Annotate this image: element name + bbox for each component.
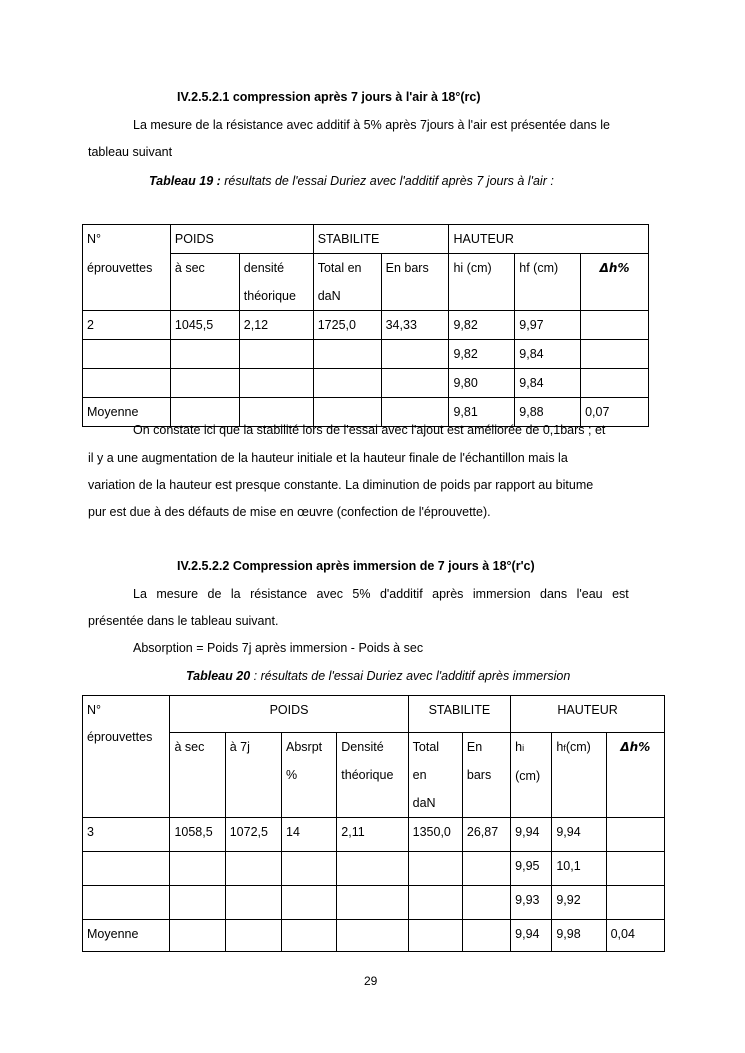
cell (606, 852, 664, 886)
table-row (83, 340, 649, 369)
cell (337, 886, 408, 920)
cell (282, 920, 337, 952)
cell (581, 369, 649, 398)
cell (282, 886, 337, 920)
caption-text: résultats de l'essai Duriez avec l'additif après 7 jours à l'air : (220, 174, 554, 188)
header-hi-unit: (cm) (515, 769, 541, 783)
cell: 9,82 (449, 340, 515, 369)
cell: 9,82 (449, 311, 515, 340)
cell: 9,97 (515, 311, 581, 340)
cell (170, 852, 225, 886)
header-total-line1: Total (412, 740, 440, 754)
header-poids: POIDS (170, 225, 313, 254)
cell: Moyenne (83, 398, 171, 427)
cell: 9,93 (511, 886, 552, 920)
cell (225, 920, 281, 952)
header-a-sec: à sec (170, 254, 239, 311)
header-eprouvettes: éprouvettes (83, 723, 170, 808)
header-hf (552, 733, 606, 818)
table-row (83, 311, 649, 340)
cell: 1350,0 (408, 818, 462, 852)
header-hf-sub: f (563, 743, 566, 753)
cell: 0,07 (581, 398, 649, 427)
cell (170, 886, 225, 920)
cell: 0,04 (606, 920, 664, 952)
cell: 1725,0 (313, 311, 381, 340)
header-hauteur: HAUTEUR (511, 696, 665, 733)
cell (225, 886, 281, 920)
header-stabilite: STABILITE (313, 225, 449, 254)
cell: 1072,5 (225, 818, 281, 852)
table-row (83, 920, 665, 952)
caption-label: Tableau 20 (186, 669, 251, 683)
cell: 14 (282, 818, 337, 852)
cell: 9,98 (552, 920, 606, 952)
header-absorption (282, 733, 337, 818)
header-stabilite: STABILITE (408, 696, 511, 733)
table-row (83, 886, 665, 920)
cell (83, 886, 170, 920)
cell (83, 369, 171, 398)
absorption-formula: Absorption = Poids 7j après immersion - Poids à sec (133, 641, 424, 655)
header-bars-line1: En (466, 740, 483, 754)
table-19 (82, 224, 649, 427)
header-bars (462, 733, 510, 818)
header-hi-h: h (515, 740, 523, 754)
cell: 9,94 (511, 818, 552, 852)
cell (581, 311, 649, 340)
header-densite (239, 254, 313, 311)
intro-1-line1: La mesure de la résistance avec additif à 5% après 7jours à l'air est présentée dans le (133, 118, 610, 132)
cell (239, 340, 313, 369)
cell (83, 852, 170, 886)
intro-1-line2: tableau suivant (88, 145, 173, 159)
cell (83, 340, 171, 369)
header-delta-h: Δh% (581, 254, 649, 311)
cell: 9,94 (511, 920, 552, 952)
table-20-caption (186, 669, 570, 683)
caption-text: : résultats de l'essai Duriez avec l'additif après immersion (250, 669, 571, 683)
cell (606, 818, 664, 852)
cell (170, 340, 239, 369)
cell (239, 369, 313, 398)
header-total-line1: Total en (317, 261, 362, 275)
cell: 9,84 (515, 369, 581, 398)
cell: 2 (83, 311, 171, 340)
cell: 1058,5 (170, 818, 225, 852)
header-densite (337, 733, 408, 818)
header-hi-sub: i (522, 743, 525, 753)
header-total-line2: daN (317, 289, 341, 303)
cell: 9,92 (552, 886, 606, 920)
cell: 1045,5 (170, 311, 239, 340)
cell: 9,95 (511, 852, 552, 886)
cell (581, 340, 649, 369)
header-number: N° (83, 696, 170, 733)
header-densite-line1: densité (243, 261, 285, 275)
cell (408, 886, 462, 920)
intro-2-line2: présentée dans le tableau suivant. (88, 614, 279, 628)
analysis-line1: On constate ici que la stabilité lors de l'essai avec l'ajout est améliorée de 0,1bars ; et (133, 423, 606, 437)
header-total (408, 733, 462, 818)
cell (313, 369, 381, 398)
table-20 (82, 695, 665, 952)
header-densite-line2: théorique (243, 289, 296, 303)
header-a-7j: à 7j (225, 733, 281, 818)
cell (313, 340, 381, 369)
header-hf-h: h (556, 740, 564, 754)
cell: 10,1 (552, 852, 606, 886)
analysis-line4: pur est due à des défauts de mise en œuvre (confection de l'éprouvette). (88, 505, 491, 519)
caption-label: Tableau 19 : (149, 174, 221, 188)
cell: 3 (83, 818, 170, 852)
header-eprouvettes: éprouvettes (83, 254, 171, 311)
cell (337, 920, 408, 952)
section-heading-2: IV.2.5.2.2 Compression après immersion de 7 jours à 18°(r'c) (177, 559, 535, 573)
cell: 26,87 (462, 818, 510, 852)
cell (462, 920, 510, 952)
table-19-caption (149, 174, 554, 188)
cell: 2,12 (239, 311, 313, 340)
cell: 34,33 (381, 311, 449, 340)
cell: 9,88 (515, 398, 581, 427)
header-bars-line2: bars (466, 768, 492, 782)
header-hf: hf (cm) (515, 254, 581, 311)
header-poids: POIDS (170, 696, 408, 733)
header-densite-line2: théorique (341, 768, 394, 782)
header-hi (511, 733, 552, 818)
cell: 9,81 (449, 398, 515, 427)
header-densite-line1: Densité (341, 740, 384, 754)
header-total-line2: en (412, 768, 427, 782)
header-absorption-line2: % (286, 768, 298, 782)
cell (606, 886, 664, 920)
cell: 9,94 (552, 818, 606, 852)
analysis-line2: il y a une augmentation de la hauteur initiale et la hauteur finale de l'échantillon mais la (88, 451, 568, 465)
table-row (83, 369, 649, 398)
cell (408, 920, 462, 952)
cell (170, 369, 239, 398)
cell: 2,11 (337, 818, 408, 852)
cell (282, 852, 337, 886)
cell (337, 852, 408, 886)
header-total (313, 254, 381, 311)
cell: Moyenne (83, 920, 170, 952)
header-hf-unit: (cm) (565, 740, 591, 754)
cell (225, 852, 281, 886)
cell: 9,84 (515, 340, 581, 369)
cell (381, 369, 449, 398)
header-delta-h: Δh% (606, 733, 664, 818)
header-total-line3: daN (412, 796, 436, 810)
table-row (83, 852, 665, 886)
cell (170, 920, 225, 952)
header-bars: En bars (381, 254, 449, 311)
header-a-sec: à sec (170, 733, 225, 818)
intro-2-line1: La mesure de la résistance avec 5% d'additif après immersion dans l'eau est (133, 587, 629, 601)
cell (462, 886, 510, 920)
cell (381, 340, 449, 369)
header-hauteur: HAUTEUR (449, 225, 649, 254)
header-absorption-line1: Absrpt (286, 740, 323, 754)
table-row (83, 818, 665, 852)
analysis-line3: variation de la hauteur est presque constante. La diminution de poids par rapport au bitume (88, 478, 594, 492)
cell (462, 852, 510, 886)
cell (408, 852, 462, 886)
header-hi: hi (cm) (449, 254, 515, 311)
section-heading-1: IV.2.5.2.1 compression après 7 jours à l'air à 18°(rc) (177, 90, 481, 104)
cell: 9,80 (449, 369, 515, 398)
page-number: 29 (364, 974, 378, 988)
header-number: N° (83, 225, 171, 254)
